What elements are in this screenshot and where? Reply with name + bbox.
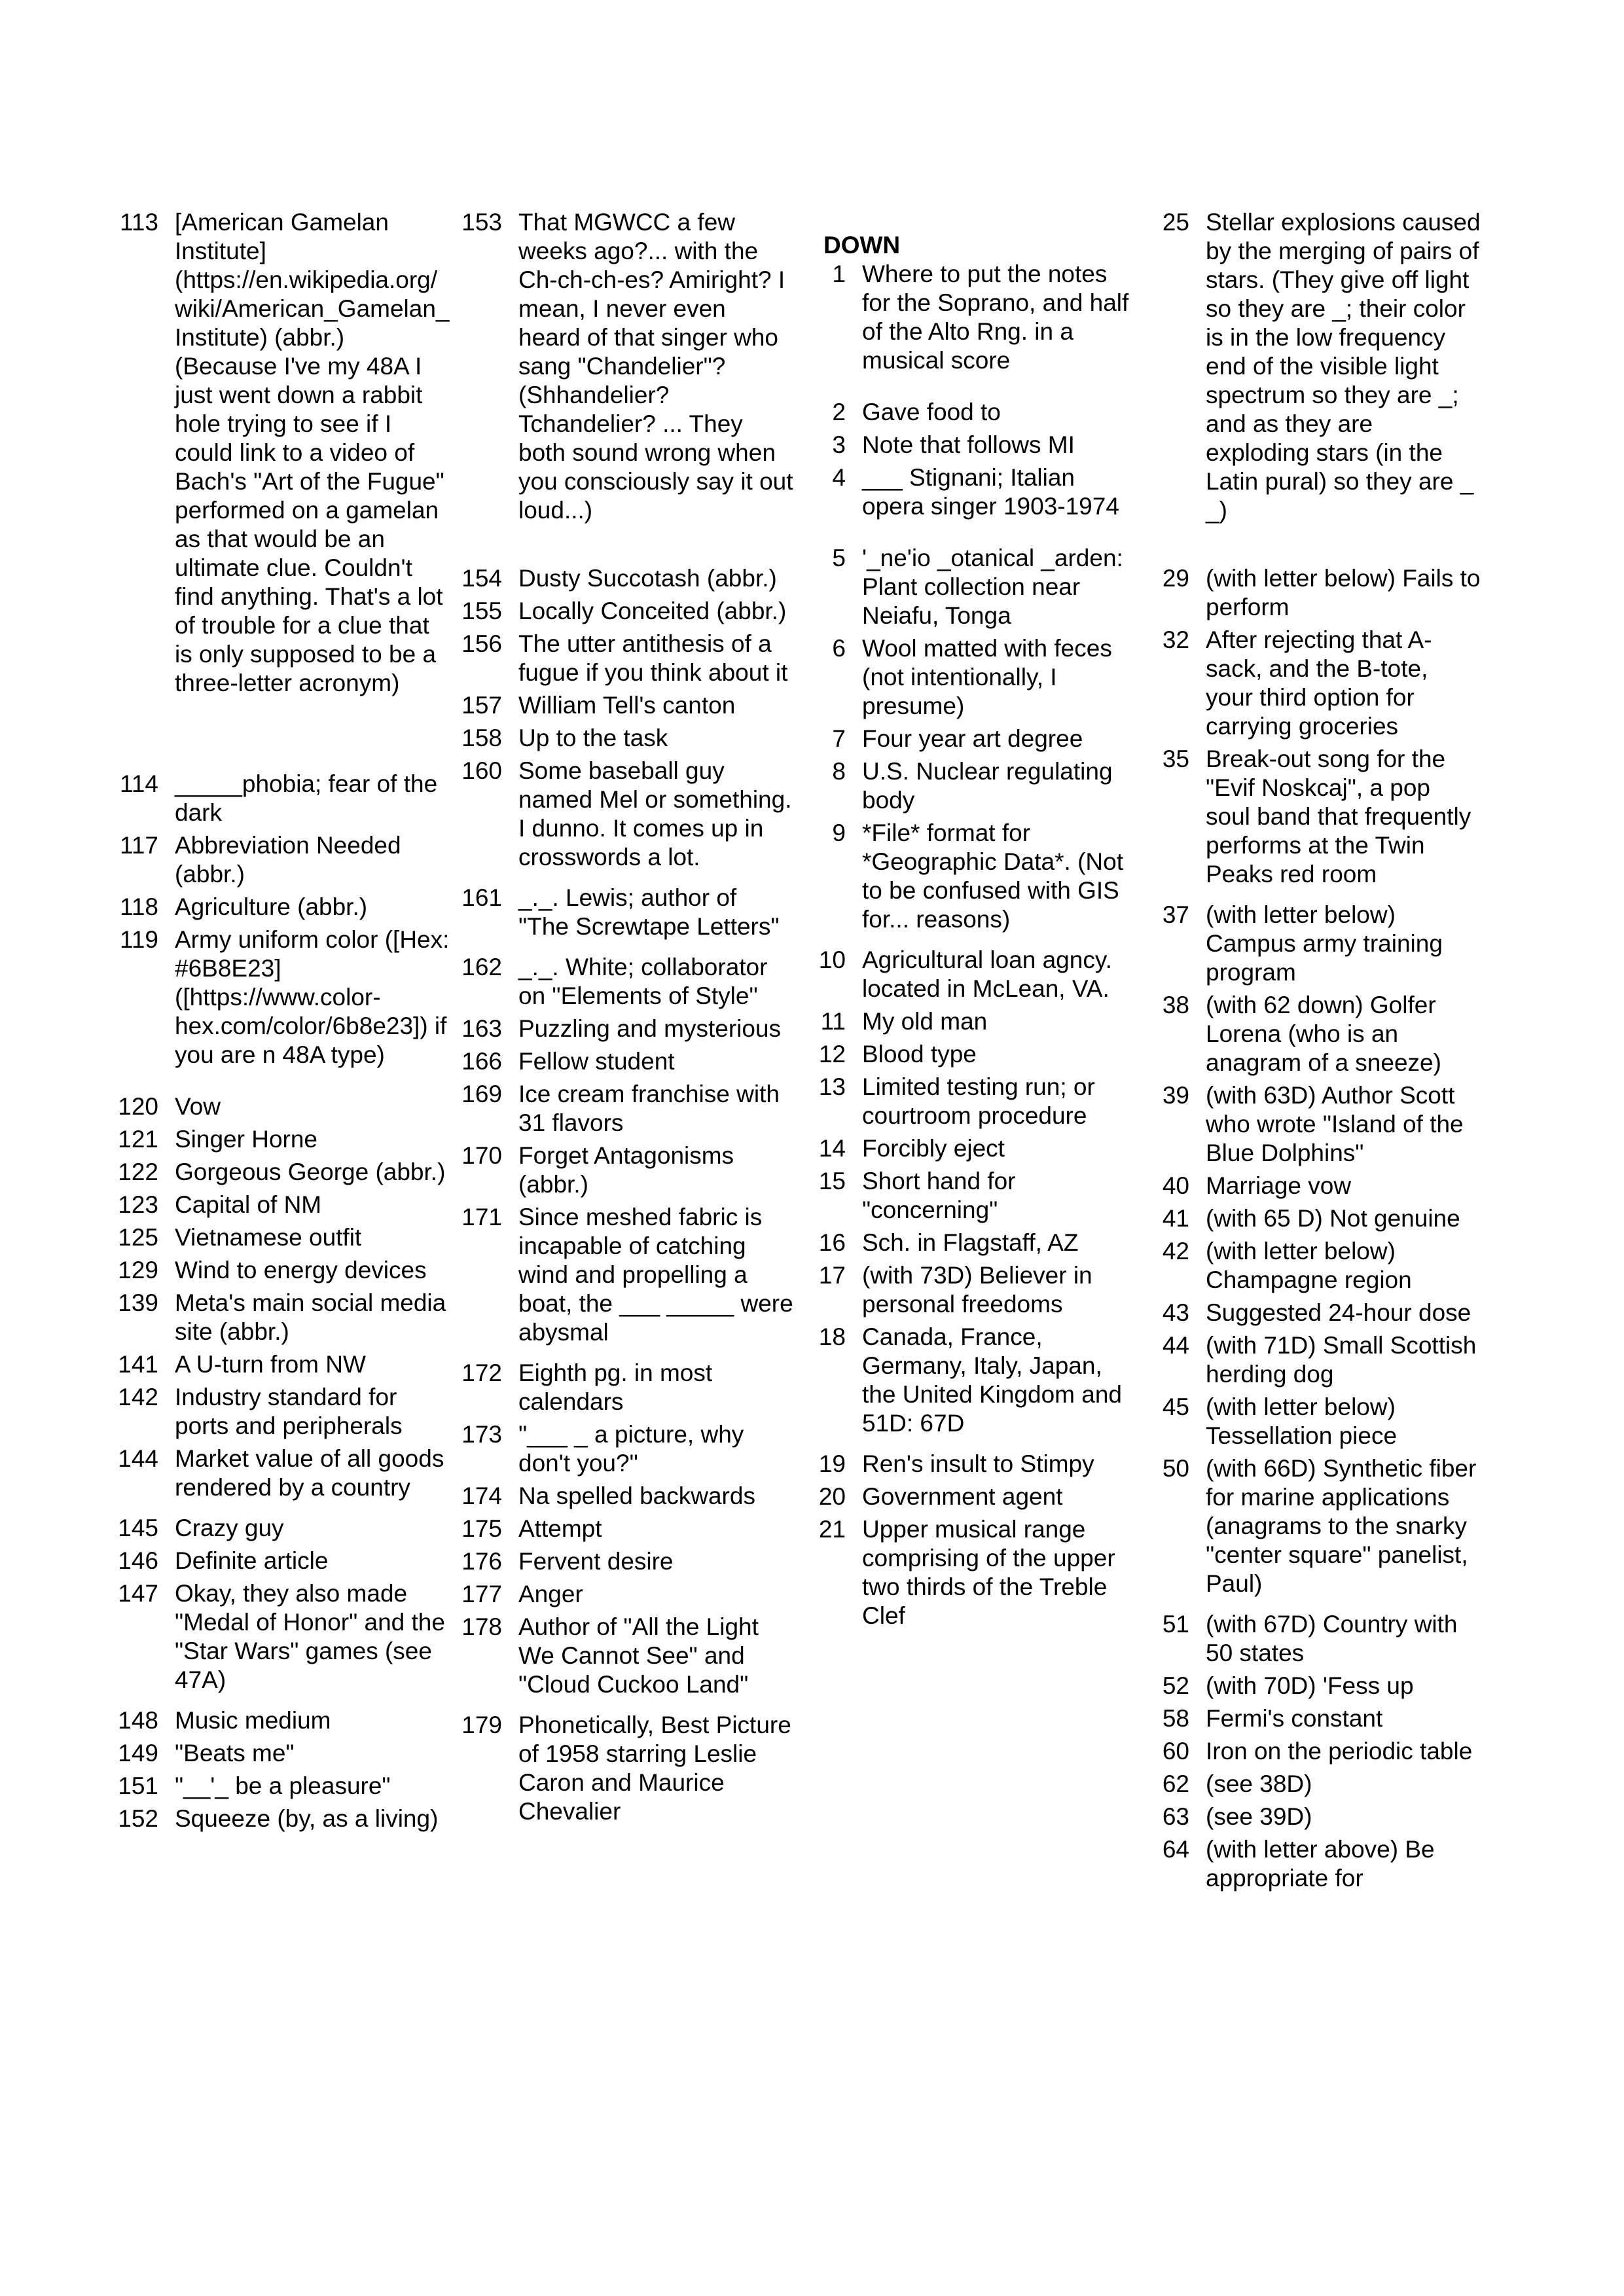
clue-item xyxy=(1149,1299,1489,1327)
clue-text: "___ _ a picture, why don't you?" xyxy=(518,1421,744,1477)
clue-item xyxy=(118,1547,458,1575)
clue-number: 3 xyxy=(832,431,846,458)
clue-text: After rejecting that A-sack, and the B-tote, your third option for carrying groceries xyxy=(1206,626,1432,740)
clue-item xyxy=(805,1515,1142,1630)
clue-item xyxy=(1149,745,1489,889)
clue-number: 6 xyxy=(832,635,846,662)
clue-text: Fermi's constant xyxy=(1206,1705,1383,1732)
clue-text: Canada, France, Germany, Italy, Japan, the United Kingdom and 51D: 67D xyxy=(862,1323,1122,1437)
clue-text: Note that follows MI xyxy=(862,431,1075,458)
clue-text: (see 38D) xyxy=(1206,1770,1312,1797)
clue-item xyxy=(461,757,802,872)
clue-text: (with 73D) Believer in personal freedoms xyxy=(862,1262,1092,1318)
clue-item xyxy=(118,925,458,1069)
clue-number: 50 xyxy=(1162,1455,1189,1482)
down-heading: DOWN xyxy=(823,232,901,259)
clue-text: Wind to energy devices xyxy=(175,1257,427,1283)
clue-column-2 xyxy=(461,208,802,1830)
clue-text: (with 63D) Author Scott who wrote "Island of the Blue Dolphins" xyxy=(1206,1082,1464,1166)
clue-item xyxy=(805,1007,1142,1036)
clue-column-3 xyxy=(805,208,1142,1634)
clue-number: 15 xyxy=(818,1168,846,1194)
clue-text: Break-out song for the "Evif Noskcaj", a pop soul band that frequently performs at the Twin Peaks red room xyxy=(1206,745,1471,888)
clue-item xyxy=(461,630,802,687)
clue-item xyxy=(1149,991,1489,1077)
clue-item xyxy=(805,819,1142,934)
clue-text: (with 71D) Small Scottish herding dog xyxy=(1206,1332,1477,1388)
clue-text: (with 70D) 'Fess up xyxy=(1206,1672,1414,1699)
clue-item xyxy=(461,1080,802,1138)
clue-number: 20 xyxy=(818,1483,846,1510)
clue-number: 41 xyxy=(1162,1205,1189,1232)
clue-item xyxy=(805,398,1142,427)
clue-text: (with 62 down) Golfer Lorena (who is an anagram of a sneeze) xyxy=(1206,992,1441,1076)
clue-text: Agriculture (abbr.) xyxy=(175,893,368,920)
clue-number: 45 xyxy=(1162,1393,1189,1420)
clue-number: 17 xyxy=(818,1262,846,1289)
clue-number: 52 xyxy=(1162,1672,1189,1699)
clue-number: 179 xyxy=(461,1712,502,1738)
clue-text: _____phobia; fear of the dark xyxy=(175,770,438,826)
clue-number: 7 xyxy=(832,725,846,752)
clue-number: 147 xyxy=(118,1580,158,1607)
clue-text: Puzzling and mysterious xyxy=(518,1015,782,1042)
clue-number: 172 xyxy=(461,1359,502,1386)
clue-number: 37 xyxy=(1162,901,1189,928)
clue-number: 141 xyxy=(118,1351,158,1378)
clue-text: Gave food to xyxy=(862,399,1001,425)
clue-number: 44 xyxy=(1162,1332,1189,1359)
clue-item xyxy=(805,1261,1142,1319)
clue-text: ___ Stignani; Italian opera singer 1903-1974 xyxy=(862,464,1119,520)
clue-text: Vietnamese outfit xyxy=(175,1224,362,1251)
clue-item xyxy=(461,1515,802,1543)
clue-item xyxy=(118,1191,458,1219)
clue-number: 114 xyxy=(120,770,158,797)
clue-item xyxy=(118,1579,458,1695)
clue-number: 145 xyxy=(118,1515,158,1541)
clue-item xyxy=(118,1223,458,1252)
clue-number: 5 xyxy=(832,545,846,571)
clue-text: Dusty Succotash (abbr.) xyxy=(518,565,777,592)
clue-number: 8 xyxy=(832,758,846,785)
clue-item xyxy=(118,1256,458,1285)
clue-column-4 xyxy=(1149,208,1489,1897)
clue-text: (with letter above) Be appropriate for xyxy=(1206,1836,1435,1892)
clue-number: 60 xyxy=(1162,1738,1189,1765)
clue-text: Upper musical range comprising of the upper two thirds of the Treble Clef xyxy=(862,1516,1115,1629)
clue-text: Author of "All the Light We Cannot See" and "Cloud Cuckoo Land" xyxy=(518,1613,759,1698)
clue-number: 16 xyxy=(818,1229,846,1256)
clue-text: Fervent desire xyxy=(518,1548,674,1575)
clue-number: 146 xyxy=(118,1547,158,1574)
clue-text: Army uniform color ([Hex: #6B8E23]([https://www.color-hex.com/color/6b8e23]) if you are n 48A type) xyxy=(175,926,450,1068)
clue-text: Government agent xyxy=(862,1483,1063,1510)
clue-number: 19 xyxy=(818,1450,846,1477)
clue-number: 177 xyxy=(461,1581,502,1607)
clue-number: 154 xyxy=(461,565,502,592)
clue-text: Capital of NM xyxy=(175,1191,322,1218)
clue-text: (with letter below) Tessellation piece xyxy=(1206,1393,1398,1449)
clue-item xyxy=(805,1167,1142,1225)
clue-number: 12 xyxy=(818,1041,846,1067)
clue-column-1 xyxy=(118,208,458,1837)
clue-number: 166 xyxy=(461,1048,502,1075)
clue-text: Market value of all goods rendered by a country xyxy=(175,1445,444,1501)
clue-item xyxy=(118,1804,458,1833)
clue-number: 21 xyxy=(818,1516,846,1543)
clue-text: Agricultural loan agncy. located in McLean, VA. xyxy=(862,946,1112,1002)
clue-number: 148 xyxy=(118,1707,158,1734)
clue-text: Na spelled backwards xyxy=(518,1482,755,1509)
clue-item xyxy=(1149,1237,1489,1295)
clue-number: 122 xyxy=(118,1158,158,1185)
clue-item xyxy=(461,1014,802,1043)
clue-number: 10 xyxy=(818,946,846,973)
clue-number: 29 xyxy=(1162,565,1189,592)
clue-item xyxy=(1149,626,1489,741)
clue-text: '_ne'io _otanical _arden: Plant collection near Neiafu, Tonga xyxy=(862,545,1123,629)
clue-text: Marriage vow xyxy=(1206,1172,1352,1199)
clue-number: 119 xyxy=(120,926,158,953)
clue-item xyxy=(461,1613,802,1699)
clue-number: 4 xyxy=(832,464,846,491)
clue-item xyxy=(1149,1393,1489,1450)
clue-text: Vow xyxy=(175,1093,221,1120)
clue-item xyxy=(118,1444,458,1502)
clue-text: Stellar explosions caused by the merging of pairs of stars. (They give off light so they are _; their color is in the low frequency end of the visible light spectrum so they are _; and as they are exploding stars (in the Latin pural) so they are _ _) xyxy=(1206,209,1481,524)
clue-text: Definite article xyxy=(175,1547,329,1574)
clue-number: 32 xyxy=(1162,626,1189,653)
clue-number: 153 xyxy=(461,209,502,236)
clue-item xyxy=(1149,901,1489,987)
clue-text: Blood type xyxy=(862,1041,977,1067)
clue-text: "Beats me" xyxy=(175,1740,295,1767)
clue-text: Wool matted with feces (not intentionally, I presume) xyxy=(862,635,1112,719)
clue-item xyxy=(118,1772,458,1801)
clue-text: My old man xyxy=(862,1008,988,1035)
clue-item xyxy=(805,1073,1142,1130)
clue-item xyxy=(805,1323,1142,1438)
clue-item xyxy=(461,1580,802,1609)
clue-number: 123 xyxy=(118,1191,158,1218)
clue-item xyxy=(805,725,1142,753)
clue-item xyxy=(1149,1704,1489,1733)
clue-number: 129 xyxy=(118,1257,158,1283)
clue-number: 178 xyxy=(461,1613,502,1640)
clue-text: (with letter below) Campus army training program xyxy=(1206,901,1443,986)
clue-text: Anger xyxy=(518,1581,583,1607)
clue-number: 39 xyxy=(1162,1082,1189,1109)
clue-item xyxy=(461,691,802,720)
clue-item xyxy=(1149,1737,1489,1766)
clue-text: Attempt xyxy=(518,1515,602,1542)
clue-item xyxy=(118,770,458,827)
clue-number: 118 xyxy=(120,893,158,920)
clue-number: 51 xyxy=(1162,1611,1189,1638)
clue-number: 125 xyxy=(118,1224,158,1251)
clue-number: 155 xyxy=(461,598,502,624)
clue-number: 38 xyxy=(1162,992,1189,1018)
clue-text: Eighth pg. in most calendars xyxy=(518,1359,713,1415)
clue-item xyxy=(805,260,1142,375)
clue-number: 13 xyxy=(818,1073,846,1100)
clue-text: Forcibly eject xyxy=(862,1135,1005,1162)
clue-item xyxy=(118,1739,458,1768)
clue-item xyxy=(805,757,1142,815)
clue-number: 174 xyxy=(461,1482,502,1509)
clue-number: 158 xyxy=(461,725,502,751)
clue-item xyxy=(805,1229,1142,1257)
clue-item xyxy=(1149,1803,1489,1831)
clue-number: 63 xyxy=(1162,1803,1189,1830)
clue-number: 113 xyxy=(120,209,158,236)
clue-text: A U-turn from NW xyxy=(175,1351,366,1378)
clue-item xyxy=(1149,1835,1489,1893)
clue-number: 163 xyxy=(461,1015,502,1042)
clue-text: Short hand for "concerning" xyxy=(862,1168,1016,1223)
clue-item xyxy=(461,1482,802,1511)
clue-number: 152 xyxy=(118,1805,158,1832)
clue-item xyxy=(1149,1610,1489,1668)
clue-number: 9 xyxy=(832,819,846,846)
clue-text: (see 39D) xyxy=(1206,1803,1312,1830)
clue-text: Iron on the periodic table xyxy=(1206,1738,1473,1765)
clue-number: 170 xyxy=(461,1142,502,1169)
clue-item xyxy=(461,1711,802,1826)
clue-number: 139 xyxy=(118,1289,158,1316)
clue-number: 173 xyxy=(461,1421,502,1448)
clue-text: Singer Horne xyxy=(175,1126,318,1153)
clue-text: Ice cream franchise with 31 flavors xyxy=(518,1081,780,1136)
clue-number: 42 xyxy=(1162,1238,1189,1265)
clue-text: The utter antithesis of a fugue if you think about it xyxy=(518,630,788,686)
clue-text: _._. Lewis; author of "The Screwtape Letters" xyxy=(518,884,780,940)
clue-number: 144 xyxy=(118,1445,158,1472)
clue-item xyxy=(118,1383,458,1441)
clue-text: _._. White; collaborator on "Elements of Style" xyxy=(518,954,768,1009)
clue-text: [American Gamelan Institute](https://en.wikipedia.org/wiki/American_Gamelan_Institute) (abbr.) (Because I've my 48A I just went down a rabbit hole trying to see if I could link to a video of Bach's "Art of the Fugue" performed on a gamelan as that would be an ultimate clue. Couldn't find anything. That's a lot of trouble for a clue that is only supposed to be a three-letter acronym) xyxy=(175,209,450,696)
clue-number: 142 xyxy=(118,1384,158,1410)
clue-number: 117 xyxy=(120,832,158,859)
clue-number: 169 xyxy=(461,1081,502,1107)
clue-item xyxy=(1149,1331,1489,1389)
clue-item xyxy=(805,463,1142,521)
clue-number: 176 xyxy=(461,1548,502,1575)
clue-text: Industry standard for ports and peripherals xyxy=(175,1384,403,1439)
clue-item xyxy=(805,1040,1142,1069)
clue-item xyxy=(461,1141,802,1199)
clue-number: 161 xyxy=(461,884,502,911)
clue-number: 160 xyxy=(461,757,502,784)
clue-item xyxy=(118,1706,458,1735)
clue-item xyxy=(461,1420,802,1478)
clue-item xyxy=(805,1134,1142,1163)
clue-text: Ren's insult to Stimpy xyxy=(862,1450,1094,1477)
clue-number: 2 xyxy=(832,399,846,425)
clue-number: 156 xyxy=(461,630,502,657)
clue-number: 121 xyxy=(118,1126,158,1153)
clue-number: 1 xyxy=(832,260,846,287)
clue-item xyxy=(1149,1081,1489,1168)
clue-item xyxy=(118,208,458,698)
clue-text: Abbreviation Needed (abbr.) xyxy=(175,832,401,888)
clue-item xyxy=(118,1092,458,1121)
clue-text: U.S. Nuclear regulating body xyxy=(862,758,1113,814)
clue-text: Squeeze (by, as a living) xyxy=(175,1805,439,1832)
clue-item xyxy=(461,953,802,1011)
clue-text: Limited testing run; or courtroom procedure xyxy=(862,1073,1095,1129)
clue-text: (with letter below) Fails to perform xyxy=(1206,565,1481,620)
clue-item xyxy=(805,1482,1142,1511)
clue-item xyxy=(1149,1454,1489,1598)
clue-text: (with 66D) Synthetic fiber for marine applications (anagrams to the snarky "center square" panelist, Paul) xyxy=(1206,1455,1477,1597)
clue-text: Sch. in Flagstaff, AZ xyxy=(862,1229,1079,1256)
clue-text: Since meshed fabric is incapable of catching wind and propelling a boat, the ___ _____ were abysmal xyxy=(518,1204,793,1346)
clue-item xyxy=(118,1514,458,1543)
clue-number: 175 xyxy=(461,1515,502,1542)
clue-item xyxy=(1149,1172,1489,1200)
clue-text: Crazy guy xyxy=(175,1515,284,1541)
clue-item xyxy=(461,1547,802,1576)
clue-item xyxy=(118,1158,458,1187)
clue-item xyxy=(461,564,802,593)
clue-number: 157 xyxy=(461,692,502,719)
clue-item xyxy=(1149,1204,1489,1233)
clue-text: *File* format for *Geographic Data*. (Not to be confused with GIS for... reasons) xyxy=(862,819,1123,933)
clue-item xyxy=(461,884,802,941)
clue-item xyxy=(461,1047,802,1076)
clue-item xyxy=(805,544,1142,630)
clue-item xyxy=(461,597,802,626)
clue-text: Fellow student xyxy=(518,1048,675,1075)
clue-text: Up to the task xyxy=(518,725,668,751)
clue-number: 40 xyxy=(1162,1172,1189,1199)
clue-number: 162 xyxy=(461,954,502,980)
clue-text: (with 65 D) Not genuine xyxy=(1206,1205,1460,1232)
clue-number: 25 xyxy=(1162,209,1189,236)
clue-text: Locally Conceited (abbr.) xyxy=(518,598,787,624)
clue-number: 120 xyxy=(118,1093,158,1120)
clue-text: That MGWCC a few weeks ago?... with the Ch-ch-ch-es? Amiright? I mean, I never even heard of that singer who sang "Chandelier"? (Shhandelier? Tchandelier? ... They both sound wrong when you consciously say it out loud...) xyxy=(518,209,793,524)
clue-number: 171 xyxy=(461,1204,502,1230)
clue-item xyxy=(805,634,1142,721)
clue-number: 149 xyxy=(118,1740,158,1767)
clue-item xyxy=(805,946,1142,1003)
clue-text: Music medium xyxy=(175,1707,331,1734)
clue-item xyxy=(461,208,802,525)
clue-item xyxy=(461,724,802,753)
clue-item xyxy=(118,893,458,922)
clue-number: 14 xyxy=(818,1135,846,1162)
clue-text: (with letter below) Champagne region xyxy=(1206,1238,1412,1293)
clue-item xyxy=(805,431,1142,459)
clue-text: Okay, they also made "Medal of Honor" and the "Star Wars" games (see 47A) xyxy=(175,1580,445,1693)
clue-item xyxy=(118,1289,458,1346)
clue-number: 58 xyxy=(1162,1705,1189,1732)
clue-text: Four year art degree xyxy=(862,725,1083,752)
clue-item xyxy=(118,1350,458,1379)
clue-text: Forget Antagonisms (abbr.) xyxy=(518,1142,734,1198)
clue-text: Meta's main social media site (abbr.) xyxy=(175,1289,446,1345)
clue-text: Phonetically, Best Picture of 1958 starring Leslie Caron and Maurice Chevalier xyxy=(518,1712,791,1825)
clue-item xyxy=(461,1359,802,1416)
clue-number: 35 xyxy=(1162,745,1189,772)
clue-number: 64 xyxy=(1162,1836,1189,1863)
clue-number: 11 xyxy=(820,1008,846,1035)
clue-number: 43 xyxy=(1162,1299,1189,1326)
clue-item xyxy=(118,831,458,889)
clue-text: William Tell's canton xyxy=(518,692,736,719)
clue-item xyxy=(461,1203,802,1347)
clue-item xyxy=(1149,1672,1489,1700)
clue-number: 151 xyxy=(118,1772,158,1799)
clue-item xyxy=(1149,564,1489,622)
clue-text: Gorgeous George (abbr.) xyxy=(175,1158,446,1185)
clue-item xyxy=(1149,208,1489,525)
clue-number: 18 xyxy=(818,1323,846,1350)
clue-text: (with 67D) Country with 50 states xyxy=(1206,1611,1458,1666)
clue-number: 62 xyxy=(1162,1770,1189,1797)
clue-item xyxy=(118,1125,458,1154)
clue-text: Suggested 24-hour dose xyxy=(1206,1299,1471,1326)
clue-text: Where to put the notes for the Soprano, and half of the Alto Rng. in a musical score xyxy=(862,260,1129,374)
clue-item xyxy=(805,1450,1142,1479)
clue-item xyxy=(1149,1770,1489,1799)
clue-text: "__'_ be a pleasure" xyxy=(175,1772,391,1799)
clue-text: Some baseball guy named Mel or something. I dunno. It comes up in crosswords a lot. xyxy=(518,757,792,870)
